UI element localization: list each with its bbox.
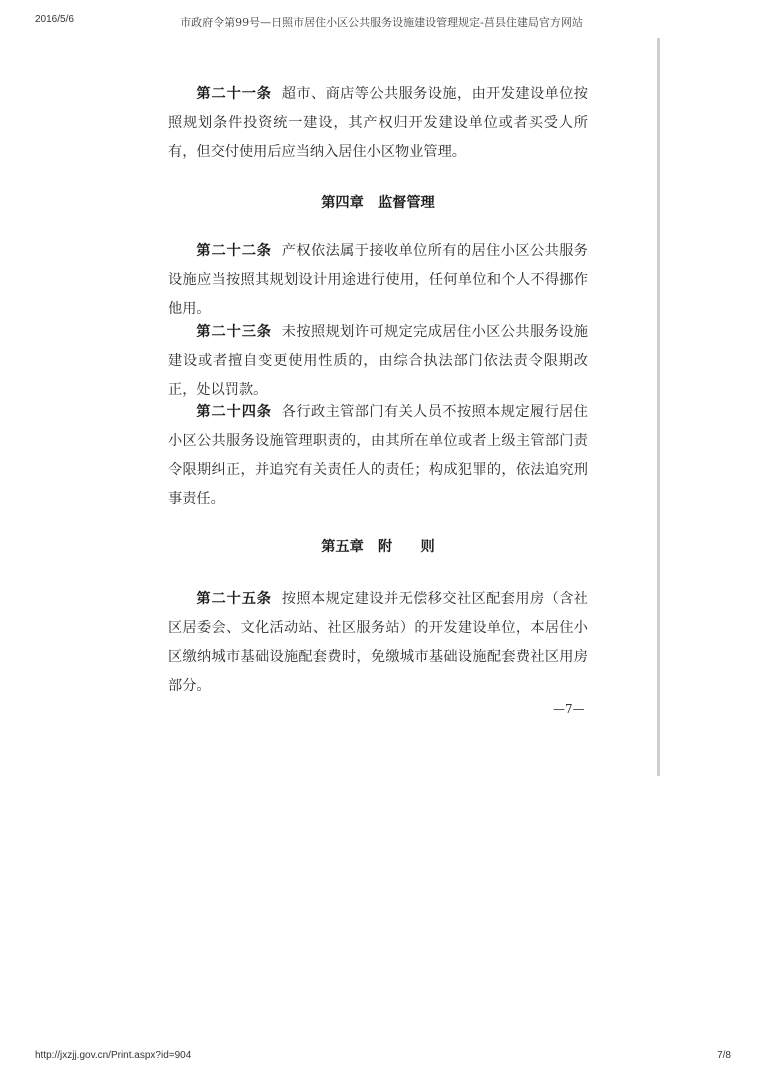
scan-edge-divider <box>657 38 660 776</box>
article-21-text: 超市、商店等公共服务设施，由开发建设单位按照规划条件投资统一建设，其产权归开发建设单位或者买受人所有，但交付使用后应当纳入居住小区物业管理。 <box>168 86 588 160</box>
chapter-4-heading: 第四章 监督管理 <box>321 195 435 211</box>
print-page-counter: 7/8 <box>717 1050 731 1061</box>
source-url: http://jxzjj.gov.cn/Print.aspx?id=904 <box>35 1050 192 1061</box>
print-date: 2016/5/6 <box>35 14 74 25</box>
article-21-label: 第二十一条 <box>196 86 272 102</box>
document-page-number: —7— <box>553 702 585 716</box>
article-24-label: 第二十四条 <box>196 404 272 420</box>
article-23 <box>168 318 588 405</box>
article-23-text: 未按照规划许可规定完成居住小区公共服务设施建设或者擅自变更使用性质的，由综合执法部门依法责令限期改正，处以罚款。 <box>168 324 588 398</box>
article-24 <box>168 398 588 514</box>
article-22-label: 第二十二条 <box>196 243 272 259</box>
chapter-5-heading: 第五章 附 则 <box>321 539 435 555</box>
article-22 <box>168 237 588 324</box>
article-22-text: 产权依法属于接收单位所有的居住小区公共服务设施应当按照其规划设计用途进行使用，任何单位和个人不得挪作他用。 <box>168 243 588 317</box>
page-title: 市政府令第99号—日照市居住小区公共服务设施建设管理规定-莒县住建局官方网站 <box>180 16 583 29</box>
article-25-text: 按照本规定建设并无偿移交社区配套用房（含社区居委会、文化活动站、社区服务站）的开发建设单位，本居住小区缴纳城市基础设施配套费时，免缴城市基础设施配套费社区用房部分。 <box>168 591 588 694</box>
article-25-label: 第二十五条 <box>196 591 272 607</box>
article-25 <box>168 585 588 701</box>
article-24-text: 各行政主管部门有关人员不按照本规定履行居住小区公共服务设施管理职责的，由其所在单位或者上级主管部门责令限期纠正，并追究有关责任人的责任；构成犯罪的，依法追究刑事责任。 <box>168 404 588 507</box>
article-23-label: 第二十三条 <box>196 324 272 340</box>
article-21 <box>168 80 588 167</box>
